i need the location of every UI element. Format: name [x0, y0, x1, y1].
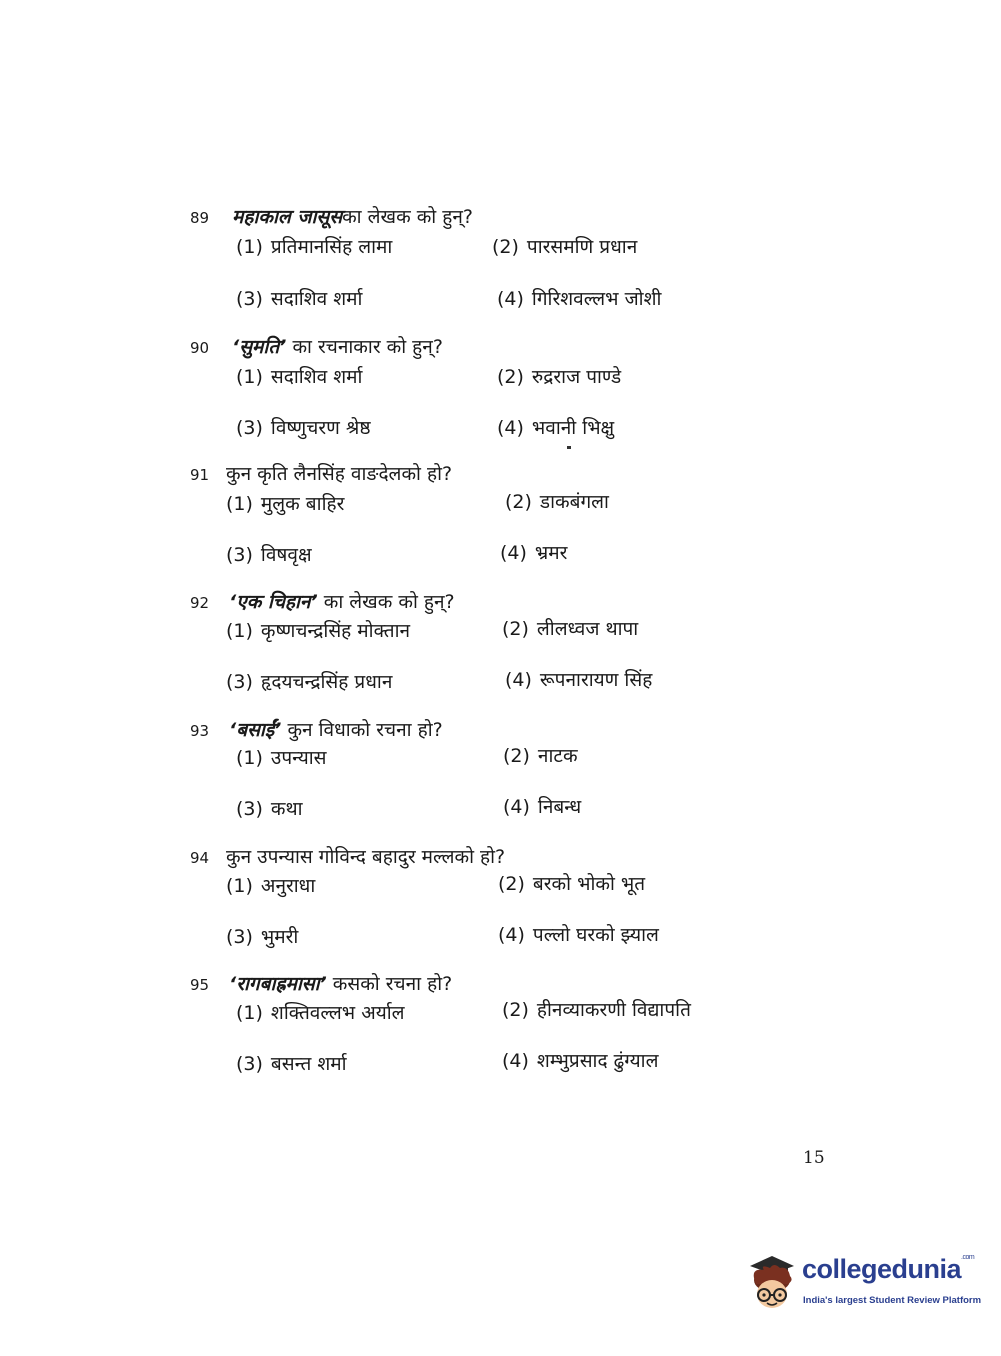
option-4: (4) पल्लो घरको झ्याल — [498, 924, 659, 946]
question-body: का लेखक को हुन्? — [342, 206, 473, 228]
option-1: (1) प्रतिमानसिंह लामा — [236, 236, 393, 258]
option-2: (2) पारसमणि प्रधान — [492, 236, 638, 258]
work-title: ‘रागबाह्रमासा’ — [229, 973, 327, 995]
question-text — [229, 588, 455, 614]
option-2: (2) हीनव्याकरणी विद्यापति — [502, 999, 691, 1021]
collegedunia-logo — [742, 1250, 982, 1320]
question-text — [229, 970, 452, 996]
option-1: (1) मुलुक बाहिर — [226, 493, 345, 515]
logo-tagline: India's largest Student Review Platform — [803, 1295, 982, 1306]
option-1: (1) कृष्णचन्द्रसिंह मोक्तान — [226, 620, 411, 642]
option-3: (3) सदाशिव शर्मा — [236, 288, 363, 310]
question-text — [232, 333, 443, 359]
option-1: (1) उपन्यास — [236, 747, 327, 769]
question-number: 95 — [190, 976, 210, 994]
option-2: (2) डाकबंगला — [505, 491, 609, 513]
question-number: 91 — [190, 466, 210, 484]
question-body: कुन कृति लैनसिंह वाङदेलको हो? — [226, 463, 453, 485]
question-number: 93 — [190, 722, 210, 740]
option-2: (2) नाटक — [503, 745, 578, 767]
mascot-icon — [742, 1250, 802, 1320]
option-4: (4) गिरिशवल्लभ जोशी — [497, 288, 662, 310]
question-body: कुन उपन्यास गोविन्द बहादुर मल्लको हो? — [226, 846, 506, 868]
page-number: 15 — [803, 1148, 825, 1168]
option-4: (4) भ्रमर — [500, 542, 568, 564]
option-1: (1) सदाशिव शर्मा — [236, 366, 363, 388]
option-3: (3) भुमरी — [226, 926, 299, 948]
option-2: (2) रुद्रराज पाण्डे — [497, 366, 622, 388]
option-4: (4) रूपनारायण सिंह — [505, 669, 653, 691]
option-4: (4) शम्भुप्रसाद ढुंग्याल — [502, 1050, 659, 1072]
question-text — [226, 460, 452, 486]
question-number: 90 — [190, 339, 210, 357]
question-number: 94 — [190, 849, 210, 867]
option-3: (3) हृदयचन्द्रसिंह प्रधान — [226, 671, 393, 693]
question-body: का लेखक को हुन्? — [323, 591, 455, 613]
question-text — [226, 843, 505, 869]
option-4: (4) भवानी भिक्षु — [497, 417, 615, 439]
option-3: (3) बसन्त शर्मा — [236, 1053, 347, 1075]
option-2: (2) लीलध्वज थापा — [502, 618, 639, 640]
question-text — [232, 203, 473, 229]
work-title: ‘बसाईं’ — [229, 719, 282, 741]
question-number: 92 — [190, 594, 210, 612]
question-number: 89 — [190, 209, 210, 227]
work-title: ‘सुमति’ — [232, 336, 287, 358]
question-body: कुन विधाको रचना हो? — [287, 719, 443, 741]
question-text — [229, 716, 443, 742]
question-body: कसको रचना हो? — [332, 973, 453, 995]
logo-wordmark: collegedunia$^{.com}$ — [802, 1254, 975, 1284]
work-title: महाकाल जासूस — [232, 206, 343, 228]
option-1: (1) शक्तिवल्लभ अर्याल — [236, 1002, 405, 1024]
option-3: (3) विष्णुचरण श्रेष्ठ — [236, 417, 371, 439]
option-2: (2) बरको भोको भूत — [498, 873, 646, 895]
question-body: का रचनाकार को हुन्? — [292, 336, 443, 358]
option-3: (3) विषवृक्ष — [226, 544, 312, 566]
option-1: (1) अनुराधा — [226, 875, 316, 897]
option-3: (3) कथा — [236, 798, 303, 820]
work-title: ‘एक चिहान’ — [229, 591, 318, 613]
option-4: (4) निबन्ध — [503, 796, 582, 818]
decorative-dot — [567, 446, 571, 449]
